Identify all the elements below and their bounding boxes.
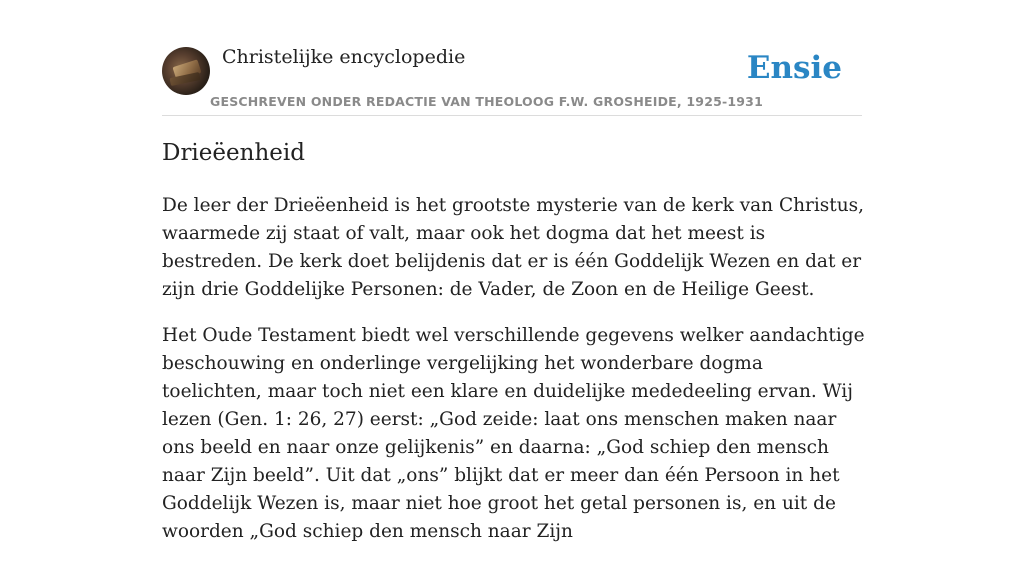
site-avatar[interactable] — [162, 47, 210, 95]
site-header — [162, 0, 862, 116]
article-title: Drieëenheid — [162, 140, 305, 166]
brand-logo[interactable]: Ensie — [746, 50, 842, 86]
article-body — [162, 192, 866, 564]
article-paragraph: Het Oude Testament biedt wel verschillende gegevens welker aandachtige beschouwing en onderlinge vergelijking het wonderbare dogma toelichten, maar toch niet een klare en duidelijke mededeeling ervan. Wij lezen (Gen. 1: 26, 27) eerst: „God zeide: laat ons menschen maken naar ons beeld en naar onze gelijkenis” en daarna: „God schiep den mensch naar Zijn beeld”. Uit dat „ons” blijkt dat er meer dan één Persoon in het Goddelijk Wezen is, maar niet hoe groot het getal personen is, en uit de woorden „God schiep den mensch naar Zijn — [162, 325, 865, 542]
site-title[interactable]: Christelijke encyclopedie — [222, 46, 466, 68]
article-paragraph: De leer der Drieëenheid is het grootste mysterie van de kerk van Christus, waarmede zij staat of valt, maar ook het dogma dat het meest is bestreden. De kerk doet belijdenis dat er is één Goddelijk Wezen en dat er zijn drie Goddelijke Personen: de Vader, de Zoon en de Heilige Geest. — [162, 195, 865, 300]
site-subtitle: GESCHREVEN ONDER REDACTIE VAN THEOLOOG F.W. GROSHEIDE, 1925-1931 — [210, 94, 763, 109]
